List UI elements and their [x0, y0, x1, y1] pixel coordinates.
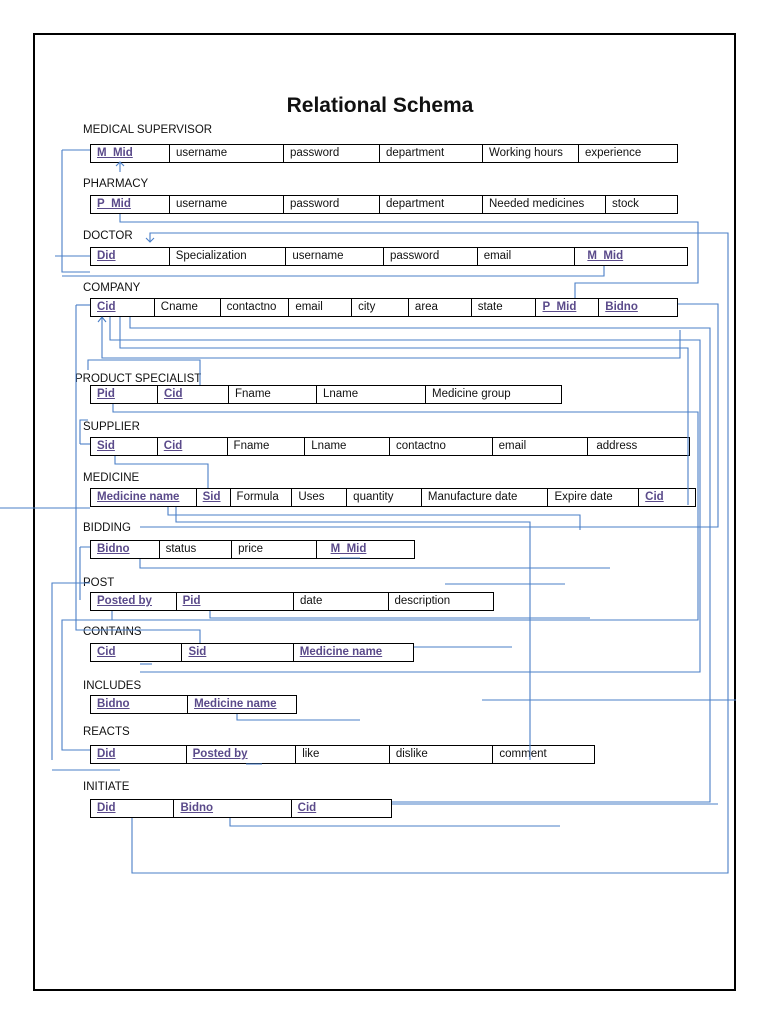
attr-key: P_Mid — [536, 299, 599, 316]
table-medicine — [90, 488, 696, 507]
entity-name-medical-supervisor: MEDICAL SUPERVISOR — [83, 124, 213, 136]
attr-key: Cid — [91, 644, 182, 661]
attr-key: Bidno — [605, 301, 638, 313]
table-post — [90, 592, 494, 611]
table-pharmacy — [90, 195, 678, 214]
attr: price — [232, 541, 316, 558]
attr: dislike — [390, 746, 494, 763]
attr-key: Pid — [91, 386, 158, 403]
attr-key: M_Mid — [587, 250, 624, 262]
attr: address — [596, 440, 638, 452]
table-supplier — [90, 437, 690, 456]
attr: password — [384, 248, 478, 265]
entity-name-initiate: INITIATE — [83, 781, 130, 793]
attr-key: Posted by — [187, 746, 297, 763]
attr: username — [170, 196, 284, 213]
attr: username — [170, 145, 284, 162]
attr: Medicine group — [432, 388, 511, 400]
attr: contactno — [221, 299, 290, 316]
entity-name-product-specialist: PRODUCT SPECIALIST — [75, 373, 202, 385]
attr: state — [472, 299, 537, 316]
entity-name-reacts: REACTS — [83, 726, 130, 738]
table-company — [90, 298, 678, 317]
attr-key: Sid — [182, 644, 293, 661]
attr-key: Sid — [91, 438, 158, 455]
entity-name-post: POST — [83, 577, 115, 589]
attr-key: Cid — [645, 491, 664, 503]
entity-name-bidding: BIDDING — [83, 522, 131, 534]
attr: Uses — [292, 489, 347, 506]
attr-key: Cid — [158, 386, 229, 403]
attr: area — [409, 299, 472, 316]
attr: Needed medicines — [483, 196, 606, 213]
attr: quantity — [347, 489, 422, 506]
attr-key: M_Mid — [91, 145, 170, 162]
attr: Specialization — [170, 248, 287, 265]
attr: Expire date — [548, 489, 639, 506]
attr: password — [284, 196, 380, 213]
attr: date — [294, 593, 389, 610]
attr: email — [289, 299, 352, 316]
attr-key: Did — [91, 746, 187, 763]
attr-key: Sid — [197, 489, 231, 506]
attr: contactno — [390, 438, 493, 455]
page-border — [33, 33, 736, 991]
attr-key: Cid — [91, 299, 155, 316]
attr-key: Pid — [177, 593, 294, 610]
table-product-specialist — [90, 385, 562, 404]
attr: email — [478, 248, 576, 265]
table-initiate — [90, 799, 392, 818]
attr-key: Cid — [158, 438, 228, 455]
page-title: Relational Schema — [286, 94, 474, 117]
attr-key: Bidno — [91, 696, 188, 713]
attr: Working hours — [483, 145, 579, 162]
table-medical-supervisor — [90, 144, 678, 163]
attr: comment — [499, 748, 547, 760]
attr-key: Cid — [297, 802, 317, 814]
attr: Fname — [229, 386, 317, 403]
attr-key: P_Mid — [91, 196, 170, 213]
entity-name-company: COMPANY — [83, 282, 141, 294]
attr-key: Bidno — [91, 541, 160, 558]
attr: Cname — [155, 299, 221, 316]
attr: Formula — [231, 489, 293, 506]
attr: like — [296, 746, 390, 763]
attr-key: Medicine name — [299, 646, 383, 658]
attr: stock — [612, 198, 639, 210]
attr-key: Medicine name — [91, 489, 197, 506]
table-bidding — [90, 540, 415, 559]
attr: Lname — [317, 386, 426, 403]
entity-name-doctor: DOCTOR — [83, 230, 133, 242]
entity-name-includes: INCLUDES — [83, 680, 142, 692]
attr: city — [352, 299, 409, 316]
entity-name-contains: CONTAINS — [83, 626, 142, 638]
attr-key: Did — [91, 248, 170, 265]
entity-name-pharmacy: PHARMACY — [83, 178, 149, 190]
attr: Lname — [305, 438, 390, 455]
table-contains — [90, 643, 414, 662]
entity-name-supplier: SUPPLIER — [83, 421, 140, 433]
attr-key: Medicine name — [194, 698, 277, 710]
attr-key: Posted by — [91, 593, 177, 610]
attr-key: Bidno — [174, 800, 291, 817]
attr: description — [394, 595, 451, 607]
attr: experience — [585, 147, 642, 159]
attr-key: M_Mid — [330, 543, 367, 555]
attr: status — [160, 541, 233, 558]
attr: email — [493, 438, 589, 455]
attr: Manufacture date — [422, 489, 549, 506]
attr: username — [286, 248, 384, 265]
attr: department — [380, 196, 483, 213]
entity-name-medicine: MEDICINE — [83, 472, 140, 484]
attr: Fname — [228, 438, 306, 455]
table-includes — [90, 695, 297, 714]
table-doctor — [90, 247, 688, 266]
attr-key: Did — [91, 800, 174, 817]
attr: department — [380, 145, 483, 162]
table-reacts — [90, 745, 595, 764]
attr: password — [284, 145, 380, 162]
